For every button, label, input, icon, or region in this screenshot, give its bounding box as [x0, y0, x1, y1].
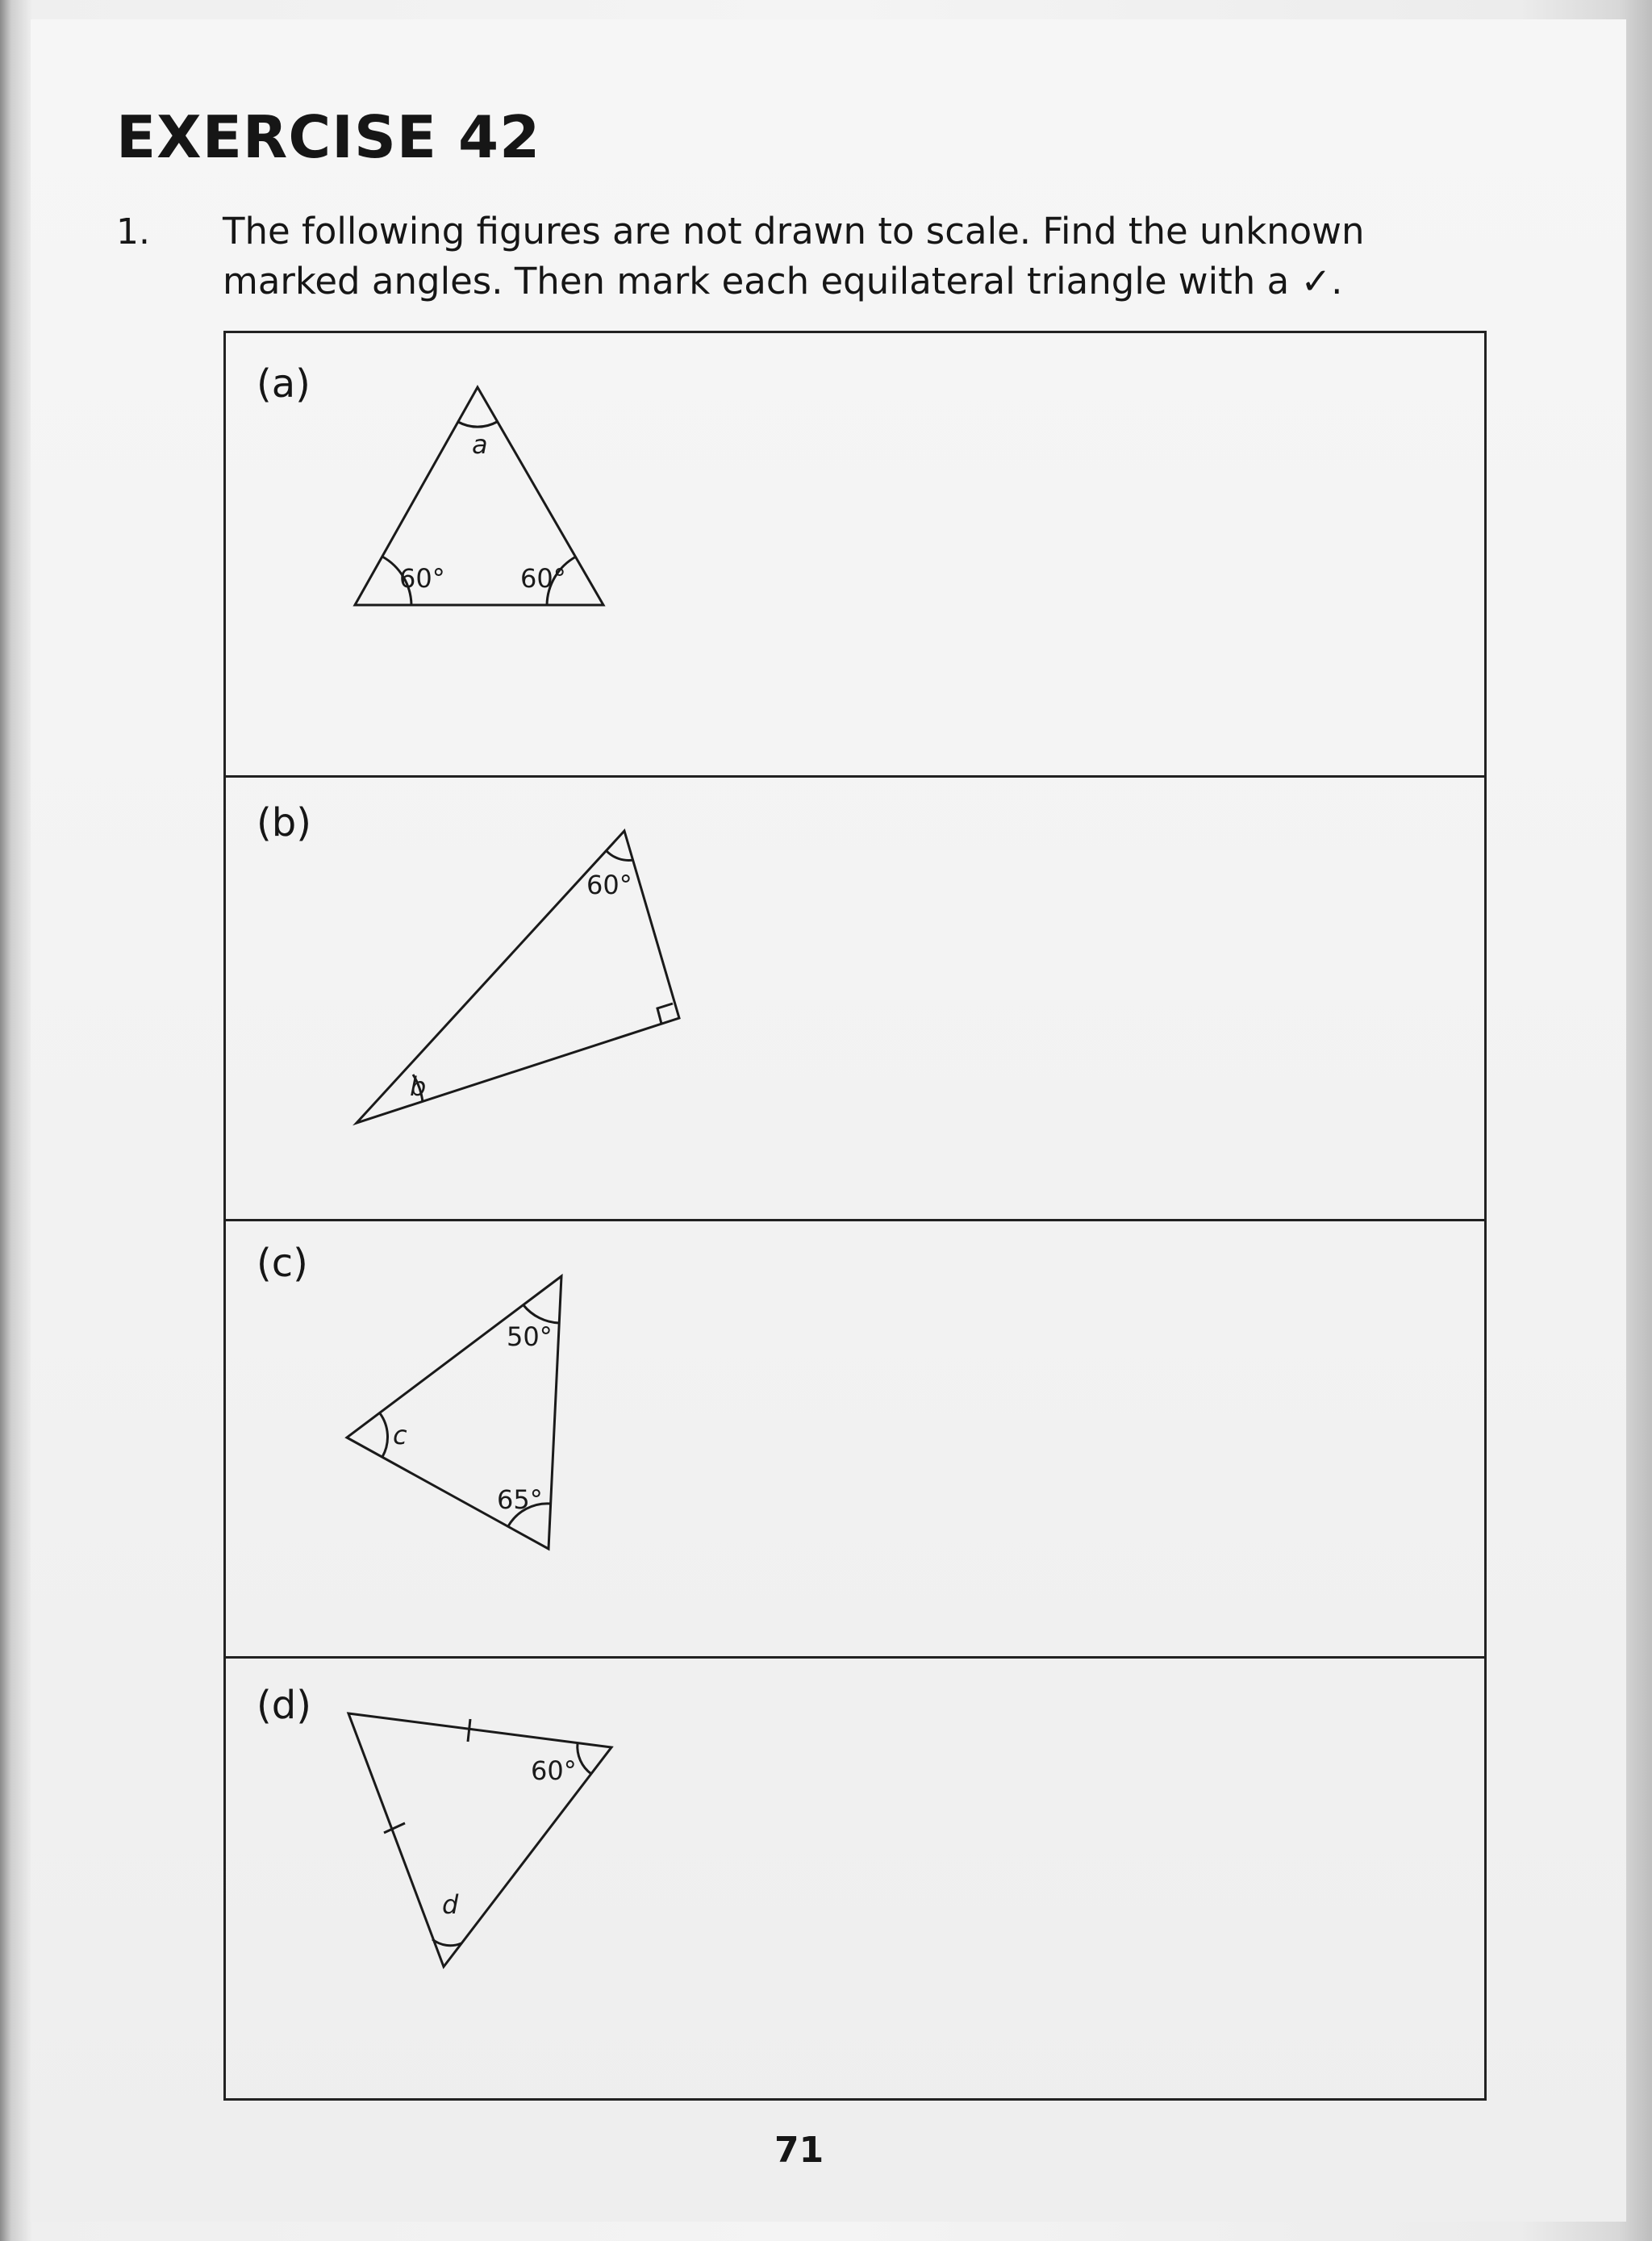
part-a-label: (a)	[257, 361, 311, 407]
arc-d-right	[578, 1743, 591, 1774]
arc-a-top	[458, 422, 497, 427]
arc-b-top	[607, 851, 633, 860]
part-c-label: (c)	[257, 1241, 308, 1286]
angle-label-b-top: 60°	[586, 870, 632, 900]
arc-c-left	[380, 1413, 388, 1457]
page-number: 71	[774, 2130, 824, 2171]
angle-label-c-top: 50°	[507, 1321, 553, 1352]
tick-mark-top	[468, 1719, 470, 1742]
part-d-label: (d)	[257, 1683, 311, 1728]
angle-label-a-right: 60°	[520, 563, 566, 594]
question-text-line-2: marked angles. Then mark each equilateral triangle with a ✓.	[223, 260, 1343, 303]
angle-label-a-left: 60°	[399, 563, 445, 594]
angle-label-c-bottom: 65°	[497, 1484, 543, 1515]
angle-label-c: c	[393, 1420, 407, 1450]
angle-label-d: d	[442, 1889, 459, 1920]
part-b-label: (b)	[257, 800, 311, 845]
angle-label-a: a	[472, 429, 488, 460]
angle-label-d-right: 60°	[531, 1755, 577, 1786]
triangle-a	[355, 387, 603, 605]
question-text-line-1: The following figures are not drawn to scale. Find the unknown	[223, 210, 1365, 252]
arc-c-top	[524, 1305, 559, 1323]
angle-label-b: b	[410, 1071, 427, 1102]
exercise-title: EXERCISE 42	[116, 103, 541, 171]
tick-mark-left	[384, 1823, 405, 1833]
triangle-d	[348, 1713, 611, 1967]
question-number: 1.	[116, 211, 150, 252]
arc-d-bottom	[432, 1939, 461, 1946]
